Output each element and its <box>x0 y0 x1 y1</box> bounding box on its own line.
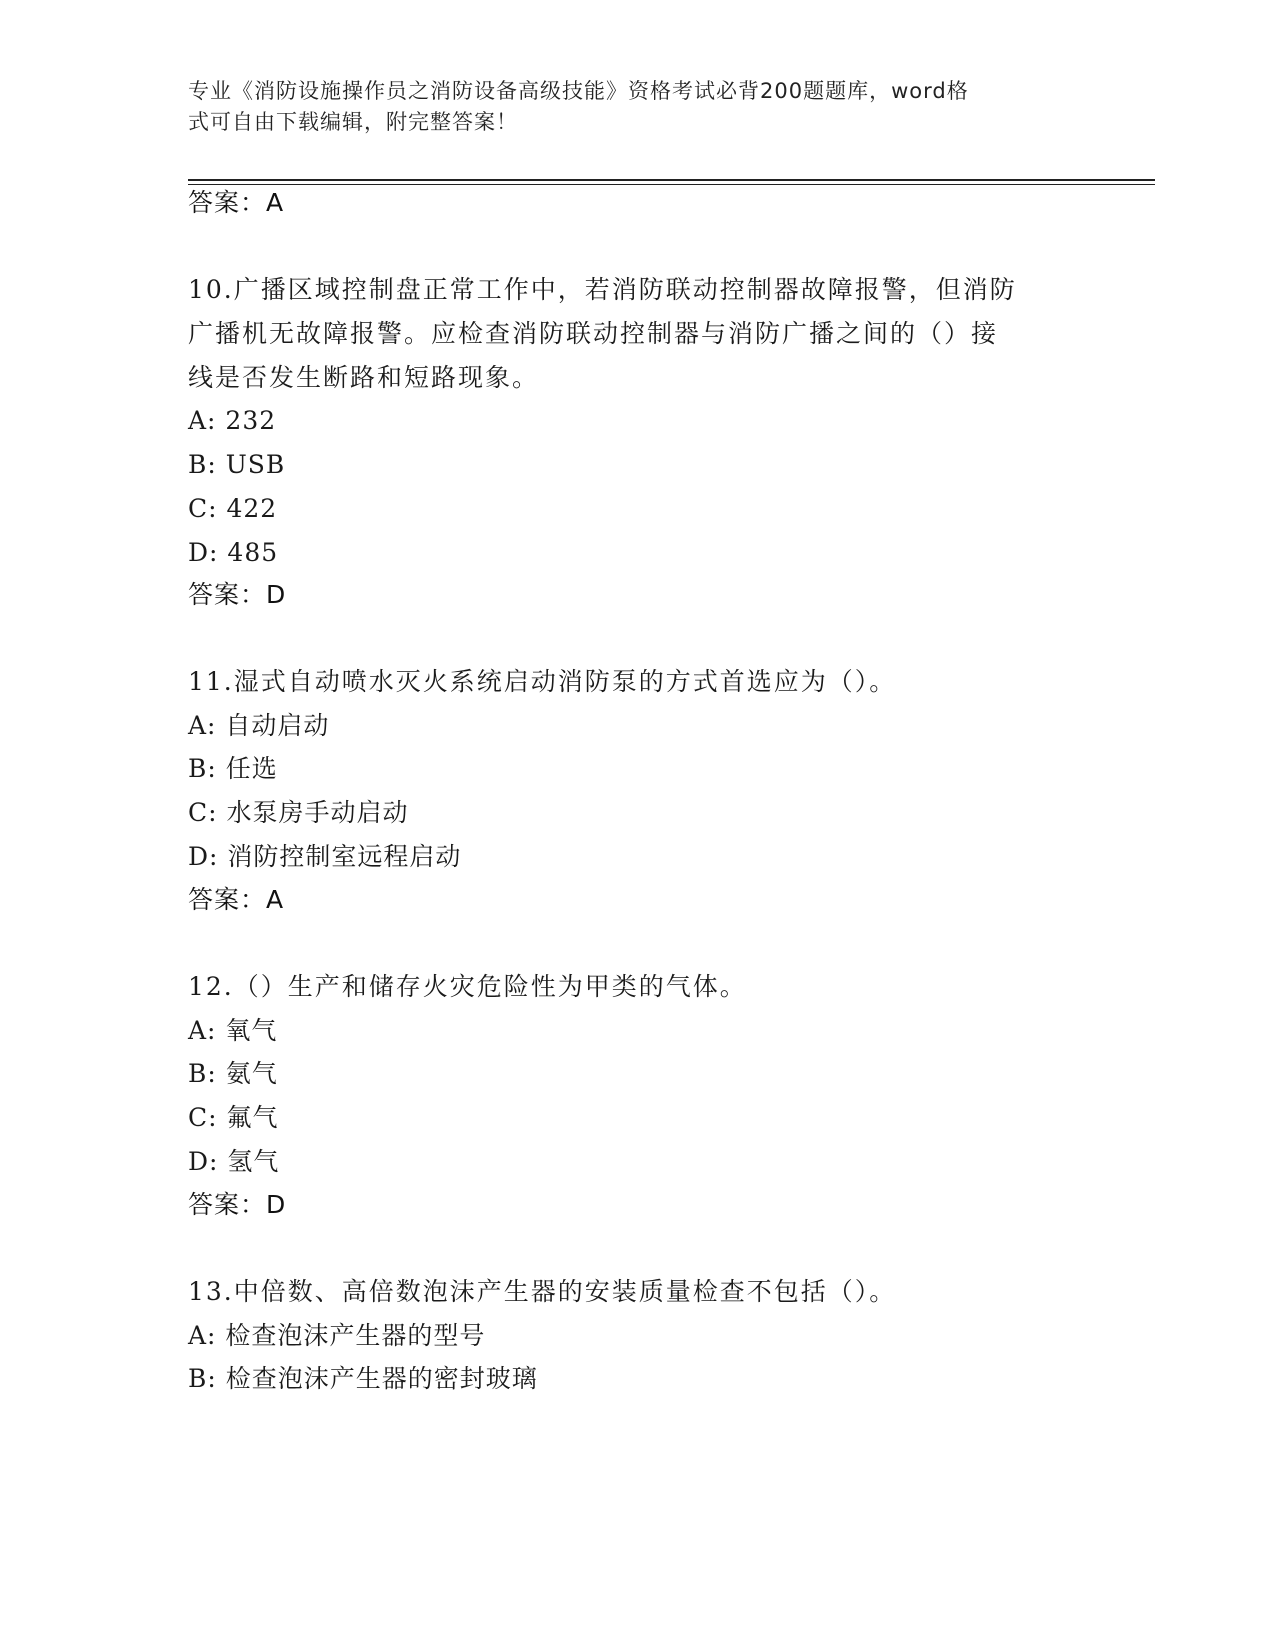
question-11-option-a: A: 自动启动 <box>188 711 330 740</box>
question-10-option-d: D: 485 <box>188 538 279 567</box>
header-line-1: 专业《消防设施操作员之消防设备高级技能》资格考试必背200题题库，word格 <box>188 79 969 103</box>
question-10-answer: 答案：D <box>188 580 287 609</box>
question-13-line-1: 13.中倍数、高倍数泡沫产生器的安装质量检查不包括（）。 <box>188 1277 897 1306</box>
question-12-answer: 答案：D <box>188 1190 287 1219</box>
question-10-option-a: A: 232 <box>188 406 277 435</box>
question-10-option-b: B: USB <box>188 450 286 479</box>
question-13-option-b: B: 检查泡沫产生器的密封玻璃 <box>188 1364 538 1393</box>
document-header <box>188 76 1068 138</box>
question-12-option-c: C: 氟气 <box>188 1103 279 1132</box>
question-11-answer: 答案：A <box>188 885 285 914</box>
question-12-option-d: D: 氢气 <box>188 1147 280 1176</box>
question-11-option-c: C: 水泵房手动启动 <box>188 798 409 827</box>
question-11-option-d: D: 消防控制室远程启动 <box>188 842 462 871</box>
question-12-line-1: 12.（）生产和储存火灾危险性为甲类的气体。 <box>188 972 747 1001</box>
question-11-option-b: B: 任选 <box>188 754 278 783</box>
answer-previous: 答案：A <box>188 188 285 217</box>
question-12-option-a: A: 氧气 <box>188 1016 278 1045</box>
question-10-option-c: C: 422 <box>188 494 278 523</box>
question-13-option-a: A: 检查泡沫产生器的型号 <box>188 1321 486 1350</box>
header-line-2: 式可自由下载编辑，附完整答案！ <box>188 110 518 134</box>
question-12-option-b: B: 氨气 <box>188 1059 278 1088</box>
question-10-line-2: 广播机无故障报警。应检查消防联动控制器与消防广播之间的（）接 <box>188 319 999 348</box>
header-divider-thick <box>188 179 1155 181</box>
question-10-line-3: 线是否发生断路和短路现象。 <box>188 363 540 392</box>
question-10-line-1: 10.广播区域控制盘正常工作中，若消防联动控制器故障报警，但消防 <box>188 275 1017 304</box>
question-11-line-1: 11.湿式自动喷水灭火系统启动消防泵的方式首选应为（）。 <box>188 667 897 696</box>
header-divider-thin <box>188 184 1155 185</box>
